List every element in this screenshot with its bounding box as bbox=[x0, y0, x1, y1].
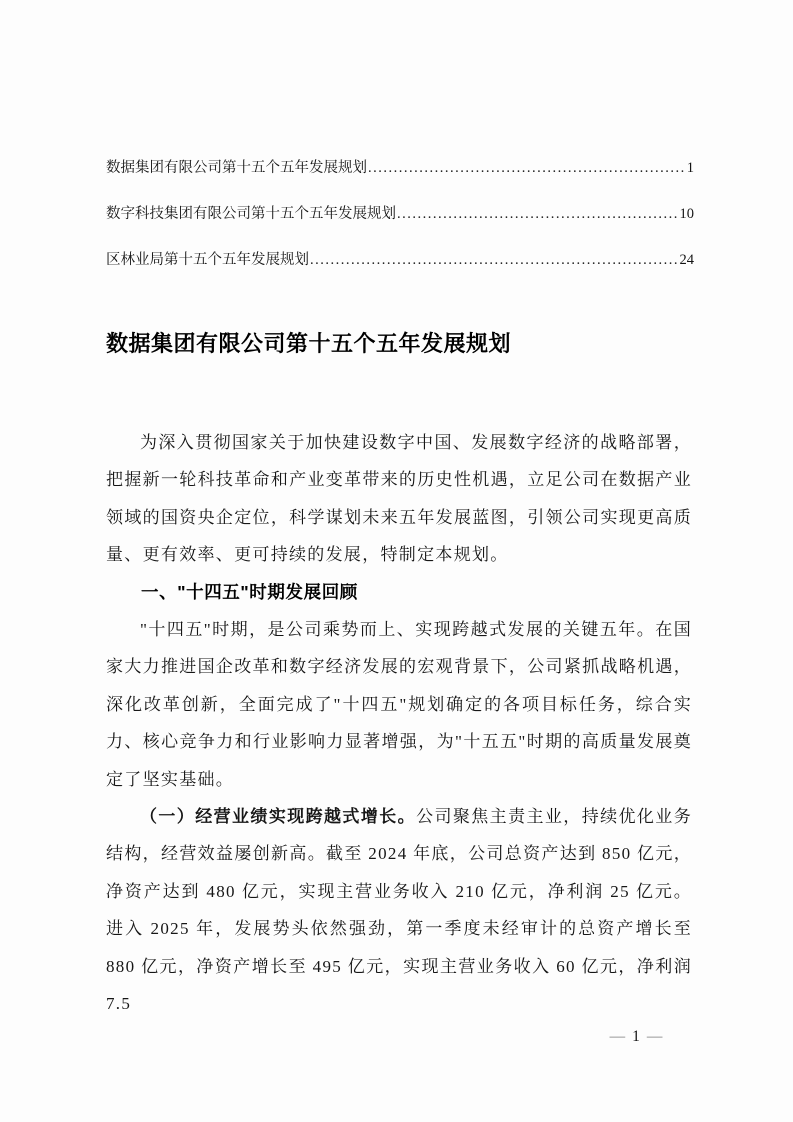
document-body bbox=[106, 424, 692, 1023]
toc-entry-page: 10 bbox=[679, 206, 694, 222]
item-1-text: 公司聚焦主责主业，持续优化业务结构，经营效益屡创新高。截至 2024 年底，公司总资产达到 850 亿元，净资产达到 480 亿元，实现主营业务收入 210 亿元，净利润 25 亿元。进入 2025 年，发展势头依然强劲，第一季度未经审计的总资产增长至 880 亿元，净资产增长至 495 亿元，实现主营业务收入 60 亿元，净利润 7.5 bbox=[106, 807, 693, 1014]
toc-entry-title: 数据集团有限公司第十五个五年发展规划 bbox=[106, 160, 367, 176]
page-number-value: 1 bbox=[632, 1028, 640, 1045]
toc-entry-page: 24 bbox=[679, 252, 694, 268]
section-1-item-1-paragraph bbox=[106, 798, 692, 1022]
table-of-contents bbox=[106, 158, 694, 296]
toc-entry-page: 1 bbox=[686, 160, 694, 176]
page-number-left-dash: — bbox=[609, 1028, 626, 1045]
toc-entry-title: 数字科技集团有限公司第十五个五年发展规划 bbox=[106, 206, 396, 222]
toc-entry-title: 区林业局第十五个五年发展规划 bbox=[106, 252, 309, 268]
item-1-lead: （一）经营业绩实现跨越式增长。 bbox=[140, 807, 417, 827]
toc-dot-leader bbox=[368, 158, 686, 178]
document-title: 数据集团有限公司第十五个五年发展规划 bbox=[106, 331, 512, 356]
toc-entry[interactable] bbox=[106, 204, 694, 224]
toc-entry[interactable] bbox=[106, 158, 694, 178]
section-1-paragraph: "十四五"时期，是公司乘势而上、实现跨越式发展的关键五年。在国家大力推进国企改革和数字经济发展的宏观背景下，公司紧抓战略机遇，深化改革创新，全面完成了"十四五"规划确定的各项目标任务，综合实力、核心竞争力和行业影响力显著增强，为"十五五"时期的高质量发展奠定了坚实基础。 bbox=[106, 620, 692, 789]
intro-paragraph: 为深入贯彻国家关于加快建设数字中国、发展数字经济的战略部署，把握新一轮科技革命和产业变革带来的历史性机遇，立足公司在数据产业领域的国资央企定位，科学谋划未来五年发展蓝图，引领公司实现更高质量、更有效率、更可持续的发展，特制定本规划。 bbox=[106, 433, 692, 565]
toc-dot-leader bbox=[310, 250, 679, 270]
page-number bbox=[596, 1028, 676, 1046]
toc-dot-leader bbox=[397, 204, 679, 224]
page-number-right-dash: — bbox=[646, 1028, 663, 1045]
section-1-heading: 一、"十四五"时期发展回顾 bbox=[141, 581, 358, 602]
toc-entry[interactable] bbox=[106, 250, 694, 270]
